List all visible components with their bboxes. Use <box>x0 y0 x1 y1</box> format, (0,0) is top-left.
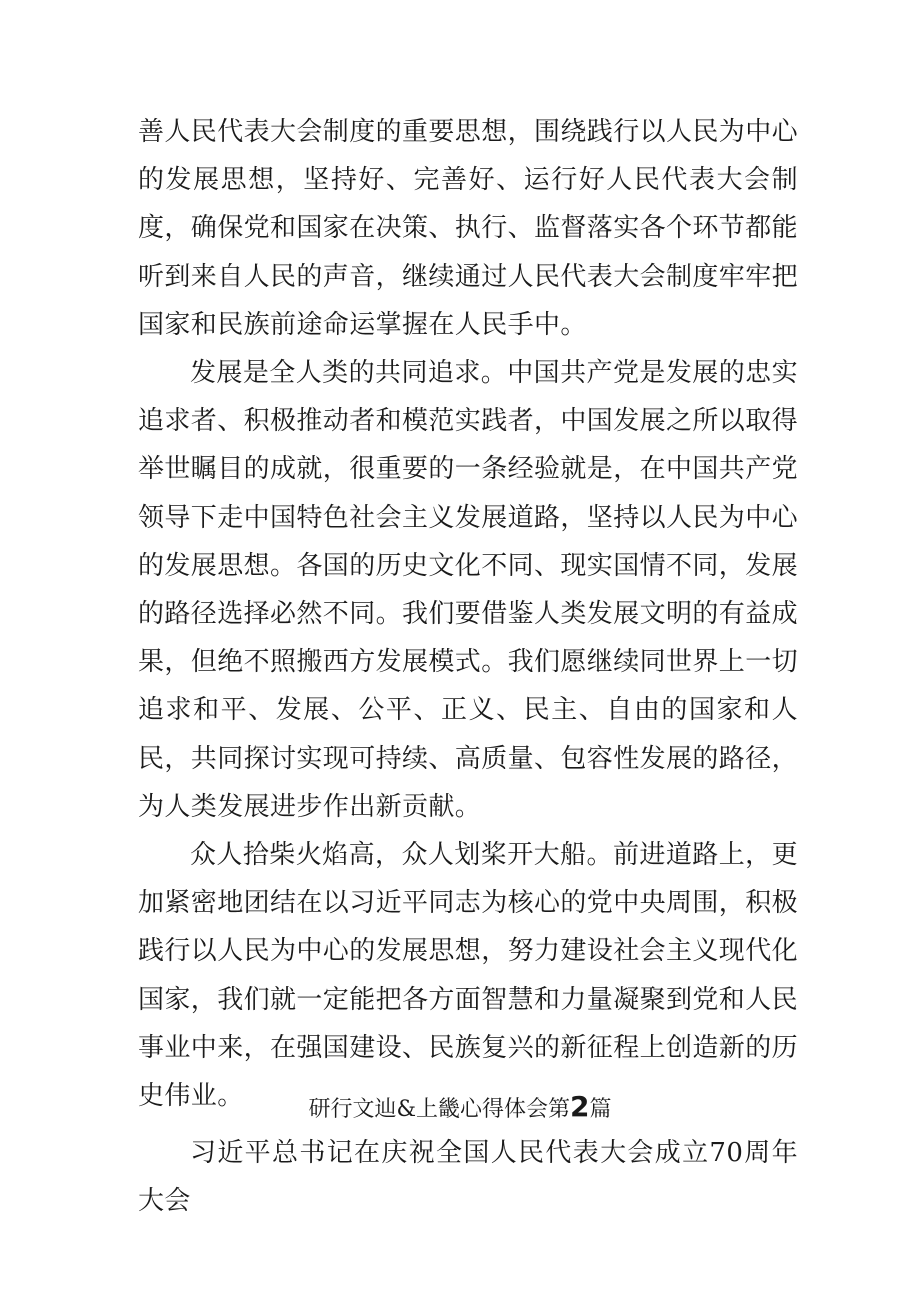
paragraph-development <box>138 349 798 831</box>
section-heading <box>0 1090 920 1127</box>
paragraph-2-text: 发展是全人类的共同追求。中国共产党是发展的忠实追求者、积极推动者和模范实践者，中国发展之所以取得举世瞩目的成就，很重要的一条经验就是，在中国共产党领导下走中国特色社会主义发展道路，坚持以人民为中心的发展思想。各国的历史文化不同、现实国情不同，发展的路径选择必然不同。我们要借鉴人类发展文明的有益成果，但绝不照搬西方发展模式。我们愿继续同世界上一切追求和平、发展、公平、正义、民主、自由的国家和人民，共同探讨实现可持续、高质量、包容性发展的路径，为人类发展进步作出新贡献。 <box>138 358 799 822</box>
paragraph-3-text: 众人拾柴火焰高，众人划桨开大船。前进道路上，更加紧密地团结在以习近平同志为核心的党中央周围，积极践行以人民为中心的发展思想，努力建设社会主义现代化国家，我们就一定能把各方面智慧和力量凝聚到党和人民事业中来，在强国建设、民族复兴的新征程上创造新的历史伟业。 <box>138 840 799 1112</box>
paragraph-4-text: 习近平总书记在庆祝全国人民代表大会成立70周年大会 <box>138 1138 798 1217</box>
section-title-prefix: 研行文辿&上畿心得体会第 <box>308 1097 571 1122</box>
section-number: 2 <box>570 1090 590 1123</box>
paragraph-1-text: 善人民代表大会制度的重要思想，围绕践行以人民为中心的发展思想，坚持好、完善好、运行好人民代表大会制度，确保党和国家在决策、执行、监督落实各个环节都能听到来自人民的声音，继续通过人民代表大会制度牢牢把国家和民族前途命运掌握在人民手中。 <box>138 117 799 340</box>
paragraph-next-article <box>138 1129 798 1225</box>
paragraph-continuation <box>138 108 798 349</box>
paragraph-unity <box>138 831 798 1120</box>
section-title-suffix: 篇 <box>589 1097 612 1122</box>
